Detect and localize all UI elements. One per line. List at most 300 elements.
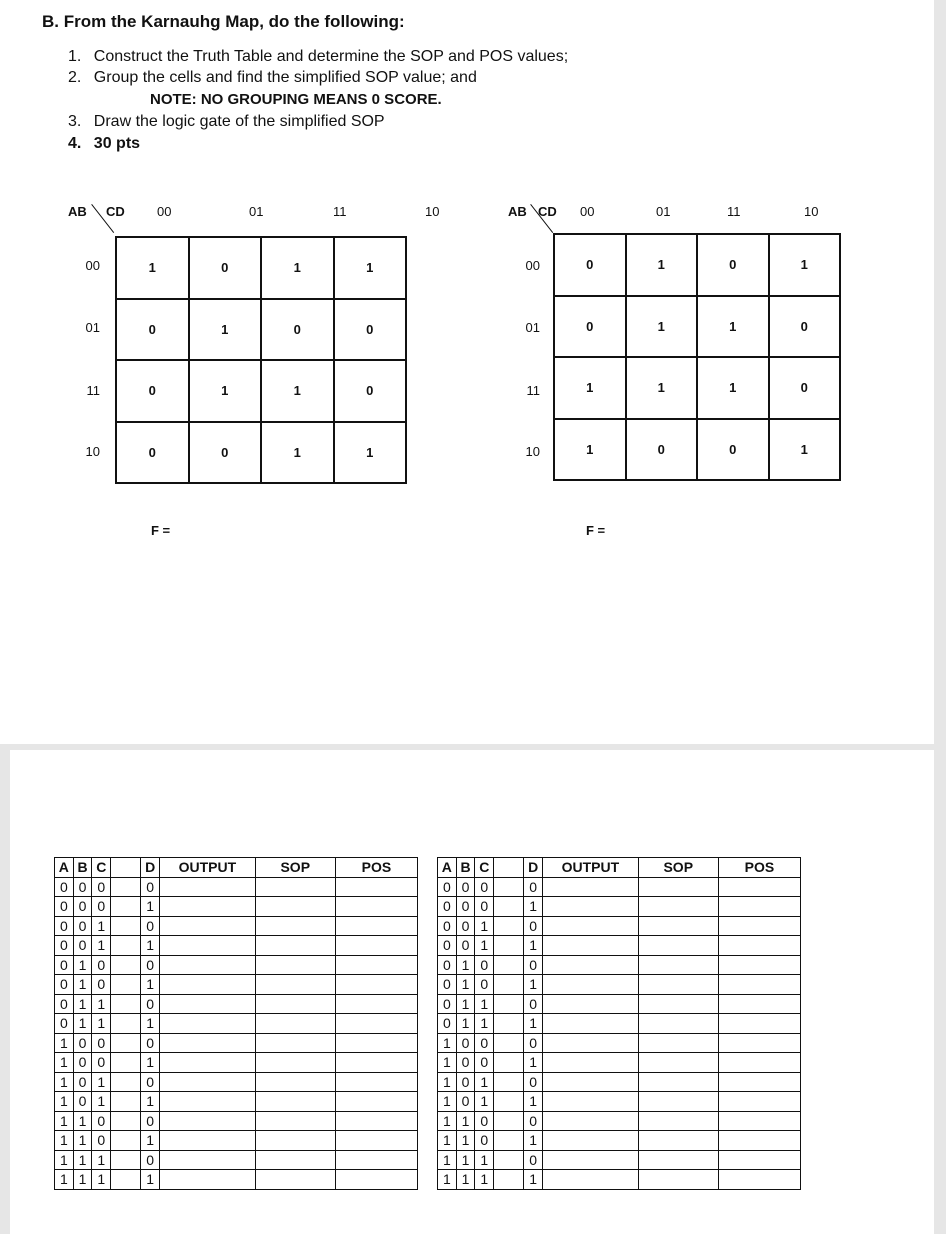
cell-a: 1 [438, 1150, 457, 1170]
kmap2-row-label-10: 10 [525, 444, 540, 459]
cell-output[interactable] [543, 955, 639, 975]
cell-output[interactable] [160, 1111, 256, 1131]
cell-output[interactable] [160, 877, 256, 897]
cell-b: 1 [73, 975, 92, 995]
instruction-3: 3. Draw the logic gate of the simplified SOP [68, 113, 385, 130]
kmap2-cell: 1 [626, 357, 698, 419]
kmap1-cell: 1 [334, 422, 407, 484]
header-a: A [55, 858, 74, 878]
cell-sop[interactable] [638, 1014, 718, 1034]
cell-a: 1 [55, 1033, 74, 1053]
cell-c: 1 [475, 936, 494, 956]
cell-pos[interactable] [335, 916, 417, 936]
cell-pos[interactable] [335, 1014, 417, 1034]
cell-sop[interactable] [255, 955, 335, 975]
cell-gap[interactable] [111, 975, 141, 995]
cell-sop[interactable] [638, 1092, 718, 1112]
cell-b: 0 [73, 1033, 92, 1053]
kmap1-cell: 0 [116, 422, 189, 484]
cell-sop[interactable] [255, 936, 335, 956]
cell-b: 0 [456, 897, 475, 917]
cell-pos[interactable] [335, 1150, 417, 1170]
cell-gap[interactable] [494, 1092, 524, 1112]
cell-gap[interactable] [494, 1014, 524, 1034]
cell-b: 0 [456, 1033, 475, 1053]
grouping-note: NOTE: NO GROUPING MEANS 0 SCORE. [150, 91, 442, 108]
cell-sop[interactable] [638, 877, 718, 897]
table-row [438, 1131, 801, 1151]
table-row [55, 1092, 418, 1112]
truth-table-1 [54, 857, 418, 1190]
cell-pos[interactable] [335, 1170, 417, 1190]
cell-output[interactable] [160, 1092, 256, 1112]
cell-pos[interactable] [718, 955, 800, 975]
cell-c: 1 [475, 1072, 494, 1092]
cell-gap[interactable] [111, 1092, 141, 1112]
cell-output[interactable] [160, 1033, 256, 1053]
cell-d: 0 [141, 1033, 160, 1053]
kmap1-f-label: F = [151, 523, 171, 538]
cell-gap[interactable] [494, 1150, 524, 1170]
cell-d: 0 [141, 916, 160, 936]
cell-a: 0 [55, 994, 74, 1014]
cell-gap[interactable] [494, 877, 524, 897]
cell-gap[interactable] [494, 1131, 524, 1151]
cell-sop[interactable] [255, 1033, 335, 1053]
cell-a: 1 [438, 1170, 457, 1190]
table-row [438, 897, 801, 917]
cell-output[interactable] [160, 1131, 256, 1151]
kmap2-cell: 1 [554, 419, 626, 481]
cell-pos[interactable] [718, 1092, 800, 1112]
cell-sop[interactable] [638, 1111, 718, 1131]
cell-sop[interactable] [638, 897, 718, 917]
cell-gap[interactable] [494, 1170, 524, 1190]
cell-gap[interactable] [494, 897, 524, 917]
cell-sop[interactable] [638, 936, 718, 956]
kmap2-cell: 1 [769, 234, 841, 296]
instruction-4: 4. 30 pts [68, 135, 141, 152]
cell-sop[interactable] [255, 1072, 335, 1092]
cell-gap[interactable] [111, 1072, 141, 1092]
table-row [438, 1033, 801, 1053]
cell-gap[interactable] [111, 1111, 141, 1131]
cell-d: 1 [524, 1053, 543, 1073]
kmap2-cell: 1 [697, 296, 769, 358]
cell-a: 1 [55, 1072, 74, 1092]
cell-c: 0 [92, 897, 111, 917]
cell-b: 0 [456, 916, 475, 936]
cell-d: 0 [141, 1150, 160, 1170]
cell-d: 0 [524, 994, 543, 1014]
cell-output[interactable] [543, 1170, 639, 1190]
header-b: B [73, 858, 92, 878]
cell-output[interactable] [160, 936, 256, 956]
header-output: OUTPUT [160, 858, 256, 878]
cell-output[interactable] [543, 1131, 639, 1151]
cell-pos[interactable] [335, 1092, 417, 1112]
cell-d: 0 [524, 955, 543, 975]
cell-sop[interactable] [638, 916, 718, 936]
cell-b: 1 [73, 1014, 92, 1034]
table-row [55, 1014, 418, 1034]
cell-d: 1 [141, 1092, 160, 1112]
table-row [438, 994, 801, 1014]
table-row [438, 1150, 801, 1170]
cell-d: 1 [141, 897, 160, 917]
cell-c: 1 [475, 1170, 494, 1190]
cell-sop[interactable] [255, 1150, 335, 1170]
cell-pos[interactable] [718, 1053, 800, 1073]
cell-a: 0 [55, 975, 74, 995]
cell-output[interactable] [160, 1053, 256, 1073]
cell-output[interactable] [543, 936, 639, 956]
cell-c: 1 [475, 1014, 494, 1034]
section-heading: B. From the Karnauhg Map, do the following: [42, 12, 405, 31]
header-c: C [92, 858, 111, 878]
cell-c: 1 [475, 1150, 494, 1170]
cell-b: 1 [456, 1150, 475, 1170]
cell-gap[interactable] [494, 994, 524, 1014]
kmap1-row-label-10: 10 [85, 444, 100, 459]
cell-sop[interactable] [255, 1131, 335, 1151]
cell-b: 0 [456, 877, 475, 897]
cell-a: 1 [55, 1131, 74, 1151]
cell-output[interactable] [160, 1014, 256, 1034]
cell-d: 1 [141, 1053, 160, 1073]
cell-output[interactable] [543, 1072, 639, 1092]
cell-a: 1 [438, 1092, 457, 1112]
cell-sop[interactable] [255, 975, 335, 995]
kmap1-col-label-00: 00 [157, 204, 172, 219]
kmap1-cell: 1 [261, 360, 334, 422]
cell-pos[interactable] [718, 1170, 800, 1190]
header-output: OUTPUT [543, 858, 639, 878]
cell-a: 0 [438, 916, 457, 936]
cell-output[interactable] [543, 1014, 639, 1034]
cell-c: 0 [475, 1053, 494, 1073]
cell-output[interactable] [160, 1072, 256, 1092]
cell-c: 0 [92, 1131, 111, 1151]
cell-c: 0 [92, 955, 111, 975]
cell-output[interactable] [543, 1092, 639, 1112]
header-gap [494, 858, 524, 878]
cell-pos[interactable] [718, 975, 800, 995]
table-row [55, 936, 418, 956]
cell-output[interactable] [543, 877, 639, 897]
cell-pos[interactable] [718, 1150, 800, 1170]
cell-pos[interactable] [335, 975, 417, 995]
cell-output[interactable] [543, 1033, 639, 1053]
table-row [438, 916, 801, 936]
kmap2-cell: 1 [769, 419, 841, 481]
cell-pos[interactable] [718, 877, 800, 897]
table-row [55, 1033, 418, 1053]
cell-c: 1 [92, 936, 111, 956]
header-sop: SOP [638, 858, 718, 878]
kmap1-cell: 0 [189, 422, 262, 484]
cell-gap[interactable] [111, 994, 141, 1014]
kmap1-cell: 0 [334, 299, 407, 361]
kmap2-cell: 0 [554, 234, 626, 296]
cell-sop[interactable] [255, 1053, 335, 1073]
cell-a: 1 [438, 1111, 457, 1131]
cell-pos[interactable] [718, 1033, 800, 1053]
cell-b: 1 [73, 1170, 92, 1190]
cell-a: 1 [55, 1111, 74, 1131]
cell-a: 1 [55, 1150, 74, 1170]
cell-c: 0 [475, 1131, 494, 1151]
cell-gap[interactable] [111, 897, 141, 917]
table-row [55, 1111, 418, 1131]
kmap1-col-label-10: 10 [425, 204, 440, 219]
cell-b: 0 [456, 1053, 475, 1073]
kmap2-cell: 0 [697, 419, 769, 481]
cell-d: 0 [524, 877, 543, 897]
cell-gap[interactable] [494, 1072, 524, 1092]
cell-sop[interactable] [638, 994, 718, 1014]
table-row [438, 1170, 801, 1190]
header-a: A [438, 858, 457, 878]
cell-b: 1 [73, 1111, 92, 1131]
kmap2-row-label-00: 00 [525, 258, 540, 273]
cell-gap[interactable] [111, 936, 141, 956]
cell-c: 1 [475, 916, 494, 936]
cell-b: 0 [456, 1092, 475, 1112]
cell-a: 0 [55, 955, 74, 975]
cell-sop[interactable] [255, 1092, 335, 1112]
cell-c: 0 [475, 975, 494, 995]
cell-b: 0 [73, 897, 92, 917]
cell-a: 0 [55, 897, 74, 917]
cell-pos[interactable] [718, 1072, 800, 1092]
kmap2-row-label-01: 01 [525, 320, 540, 335]
cell-gap[interactable] [494, 1033, 524, 1053]
cell-pos[interactable] [335, 955, 417, 975]
cell-sop[interactable] [255, 1170, 335, 1190]
cell-output[interactable] [160, 916, 256, 936]
cell-output[interactable] [160, 955, 256, 975]
header-c: C [475, 858, 494, 878]
cell-d: 1 [524, 1014, 543, 1034]
cell-b: 0 [456, 1072, 475, 1092]
cell-pos[interactable] [335, 1111, 417, 1131]
cell-output[interactable] [160, 975, 256, 995]
cell-b: 0 [456, 936, 475, 956]
cell-output[interactable] [543, 1111, 639, 1131]
kmap1-col-label-01: 01 [249, 204, 264, 219]
cell-gap[interactable] [111, 1170, 141, 1190]
table-row [438, 975, 801, 995]
cell-pos[interactable] [718, 916, 800, 936]
cell-output[interactable] [543, 1053, 639, 1073]
cell-sop[interactable] [255, 897, 335, 917]
cell-b: 1 [456, 1014, 475, 1034]
cell-a: 1 [55, 1092, 74, 1112]
kmap2-col-label-11: 11 [727, 204, 741, 219]
cell-b: 1 [73, 1150, 92, 1170]
table-row [55, 975, 418, 995]
cell-a: 0 [438, 897, 457, 917]
cell-gap[interactable] [111, 877, 141, 897]
cell-sop[interactable] [255, 1111, 335, 1131]
truth-table-2 [437, 857, 801, 1190]
cell-sop[interactable] [638, 975, 718, 995]
cell-c: 0 [475, 955, 494, 975]
cell-pos[interactable] [718, 936, 800, 956]
cell-a: 0 [55, 1014, 74, 1034]
table-row [55, 916, 418, 936]
cell-c: 1 [475, 994, 494, 1014]
kmap1-grid [115, 236, 407, 484]
cell-output[interactable] [160, 994, 256, 1014]
cell-sop[interactable] [638, 1033, 718, 1053]
kmap1-cell: 0 [116, 299, 189, 361]
cell-a: 0 [55, 916, 74, 936]
cell-gap[interactable] [111, 1014, 141, 1034]
table-row [55, 1072, 418, 1092]
cell-d: 1 [524, 1170, 543, 1190]
cell-output[interactable] [543, 1150, 639, 1170]
cell-pos[interactable] [718, 1131, 800, 1151]
cell-output[interactable] [543, 994, 639, 1014]
cell-gap[interactable] [494, 975, 524, 995]
cell-b: 1 [456, 1111, 475, 1131]
cell-c: 1 [92, 1092, 111, 1112]
cell-pos[interactable] [335, 877, 417, 897]
table-row [438, 955, 801, 975]
cell-a: 0 [438, 1014, 457, 1034]
cell-gap[interactable] [494, 1053, 524, 1073]
table-row [55, 1170, 418, 1190]
cell-output[interactable] [543, 975, 639, 995]
cell-sop[interactable] [255, 916, 335, 936]
cell-output[interactable] [160, 897, 256, 917]
kmap2-cell: 0 [769, 357, 841, 419]
kmap1-col-label-11: 11 [333, 204, 347, 219]
cell-c: 0 [92, 1033, 111, 1053]
cell-pos[interactable] [335, 1131, 417, 1151]
kmap2-cell: 0 [769, 296, 841, 358]
cell-sop[interactable] [638, 1170, 718, 1190]
cell-output[interactable] [543, 916, 639, 936]
cell-pos[interactable] [335, 897, 417, 917]
kmap1-cell: 1 [261, 237, 334, 299]
kmap1-cell: 1 [189, 299, 262, 361]
cell-sop[interactable] [638, 955, 718, 975]
cell-d: 0 [524, 1033, 543, 1053]
cell-c: 0 [475, 1033, 494, 1053]
kmap2-cell: 0 [626, 419, 698, 481]
kmap1-col-var: CD [106, 204, 125, 219]
cell-pos[interactable] [335, 1033, 417, 1053]
kmap2-row-label-11: 11 [526, 383, 540, 398]
cell-pos[interactable] [718, 897, 800, 917]
cell-d: 1 [141, 975, 160, 995]
cell-pos[interactable] [335, 1072, 417, 1092]
cell-gap[interactable] [494, 916, 524, 936]
kmap1-cell: 0 [189, 237, 262, 299]
cell-pos[interactable] [718, 1014, 800, 1034]
cell-d: 0 [524, 916, 543, 936]
cell-gap[interactable] [494, 936, 524, 956]
cell-gap[interactable] [111, 1131, 141, 1151]
header-pos: POS [718, 858, 800, 878]
cell-output[interactable] [543, 897, 639, 917]
cell-sop[interactable] [638, 1131, 718, 1151]
cell-sop[interactable] [638, 1150, 718, 1170]
cell-d: 0 [524, 1150, 543, 1170]
cell-a: 0 [55, 877, 74, 897]
cell-gap[interactable] [111, 1053, 141, 1073]
cell-sop[interactable] [255, 994, 335, 1014]
cell-gap[interactable] [111, 1033, 141, 1053]
cell-gap[interactable] [494, 955, 524, 975]
header-d: D [524, 858, 543, 878]
kmap2-col-label-00: 00 [580, 204, 595, 219]
cell-a: 0 [438, 994, 457, 1014]
cell-a: 1 [438, 1053, 457, 1073]
cell-pos[interactable] [718, 1111, 800, 1131]
cell-output[interactable] [160, 1170, 256, 1190]
cell-pos[interactable] [335, 936, 417, 956]
table-row [55, 1053, 418, 1073]
kmap1-cell: 1 [334, 237, 407, 299]
table-row [55, 897, 418, 917]
cell-a: 0 [438, 936, 457, 956]
cell-a: 0 [438, 975, 457, 995]
kmap2-cell: 1 [626, 296, 698, 358]
cell-d: 0 [141, 1072, 160, 1092]
cell-gap[interactable] [111, 1150, 141, 1170]
cell-b: 1 [456, 975, 475, 995]
cell-d: 1 [524, 975, 543, 995]
kmap1-row-label-00: 00 [85, 258, 100, 273]
cell-gap[interactable] [111, 955, 141, 975]
cell-d: 1 [141, 936, 160, 956]
kmap2-grid [553, 233, 841, 481]
cell-d: 1 [524, 1131, 543, 1151]
kmap1-row-label-11: 11 [86, 383, 100, 398]
cell-a: 1 [438, 1033, 457, 1053]
cell-c: 0 [475, 1111, 494, 1131]
cell-output[interactable] [160, 1150, 256, 1170]
cell-d: 0 [141, 877, 160, 897]
cell-sop[interactable] [638, 1053, 718, 1073]
header-gap [111, 858, 141, 878]
kmap1-cell: 1 [261, 422, 334, 484]
cell-c: 0 [92, 975, 111, 995]
cell-pos[interactable] [335, 994, 417, 1014]
cell-pos[interactable] [718, 994, 800, 1014]
cell-sop[interactable] [638, 1072, 718, 1092]
cell-gap[interactable] [111, 916, 141, 936]
table-row [438, 1014, 801, 1034]
cell-pos[interactable] [335, 1053, 417, 1073]
cell-c: 0 [92, 877, 111, 897]
cell-b: 0 [73, 1092, 92, 1112]
kmap2-col-var: CD [538, 204, 557, 219]
header-pos: POS [335, 858, 417, 878]
header-d: D [141, 858, 160, 878]
table-row [438, 1111, 801, 1131]
cell-sop[interactable] [255, 1014, 335, 1034]
table-row [438, 1053, 801, 1073]
cell-gap[interactable] [494, 1111, 524, 1131]
table-row [438, 936, 801, 956]
cell-sop[interactable] [255, 877, 335, 897]
cell-c: 0 [475, 877, 494, 897]
